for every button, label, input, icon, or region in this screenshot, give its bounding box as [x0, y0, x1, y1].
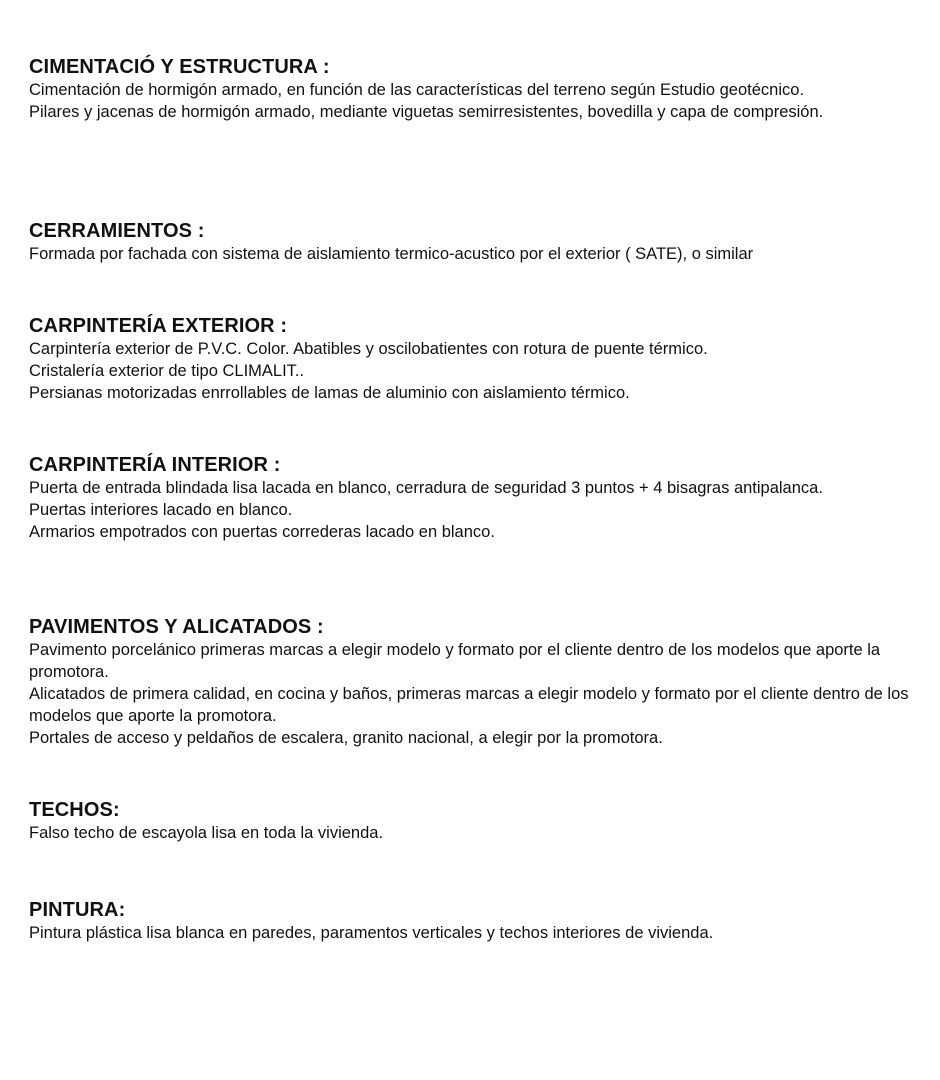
section-line: Armarios empotrados con puertas correderas lacado en blanco.	[29, 523, 495, 541]
section-pintura	[29, 898, 909, 944]
section-cerramientos	[29, 219, 909, 265]
section-carpinteria-exterior	[29, 314, 909, 404]
section-techos	[29, 798, 909, 844]
section-carpinteria-interior	[29, 453, 909, 543]
section-body	[29, 922, 909, 944]
section-line: Carpintería exterior de P.V.C. Color. Abatibles y oscilobatientes con rotura de puente térmico.	[29, 340, 708, 358]
section-line: Pavimento porcelánico primeras marcas a elegir modelo y formato por el cliente dentro de los modelos que aporte la promotora.	[29, 641, 881, 681]
section-line: Puerta de entrada blindada lisa lacada en blanco, cerradura de seguridad 3 puntos + 4 bisagras antipalanca.	[29, 479, 823, 497]
section-line: Formada por fachada con sistema de aislamiento termico-acustico por el exterior ( SATE), o similar	[29, 245, 754, 263]
section-body	[29, 243, 909, 265]
section-line: Falso techo de escayola lisa en toda la vivienda.	[29, 824, 384, 842]
section-title: CIMENTACIÓ Y ESTRUCTURA :	[29, 56, 330, 78]
section-title: PAVIMENTOS Y ALICATADOS :	[29, 616, 324, 638]
section-cimentacion-estructura	[29, 55, 909, 123]
section-body	[29, 338, 909, 404]
section-line: Portales de acceso y peldaños de escalera, granito nacional, a elegir por la promotora.	[29, 729, 663, 747]
section-pavimentos-alicatados	[29, 615, 909, 749]
section-body	[29, 822, 909, 844]
section-title: CARPINTERÍA EXTERIOR :	[29, 315, 288, 337]
section-body	[29, 79, 909, 123]
section-line: Pilares y jacenas de hormigón armado, mediante viguetas semirresistentes, bovedilla y capa de compresión.	[29, 103, 824, 121]
section-line: Pintura plástica lisa blanca en paredes, paramentos verticales y techos interiores de vivienda.	[29, 924, 714, 942]
section-title: PINTURA:	[29, 899, 126, 921]
section-line: Puertas interiores lacado en blanco.	[29, 501, 293, 519]
section-body	[29, 639, 909, 749]
section-title: CERRAMIENTOS :	[29, 220, 205, 242]
section-line: Cimentación de hormigón armado, en función de las características del terreno según Estudio geotécnico.	[29, 81, 805, 99]
section-title: TECHOS:	[29, 799, 120, 821]
section-title: CARPINTERÍA INTERIOR :	[29, 454, 281, 476]
section-line: Alicatados de primera calidad, en cocina y baños, primeras marcas a elegir modelo y formato por el cliente dentro de los modelos que aporte la promotora.	[29, 685, 909, 725]
section-body	[29, 477, 909, 543]
section-line: Persianas motorizadas enrrollables de lamas de aluminio con aislamiento térmico.	[29, 384, 630, 402]
section-line: Cristalería exterior de tipo CLIMALIT..	[29, 362, 305, 380]
